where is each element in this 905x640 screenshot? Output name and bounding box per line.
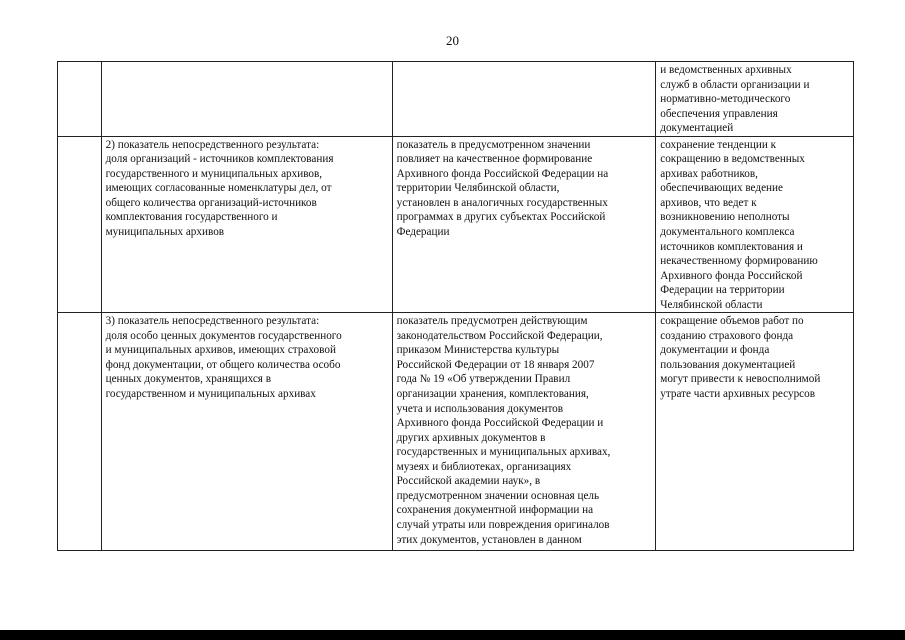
text-line: сокращению в ведомственных — [660, 153, 805, 166]
scan-edge-bar — [0, 630, 905, 640]
text-line: документального комплекса — [660, 226, 795, 239]
text-line: 3) показатель непосредственного результата: — [105, 315, 320, 328]
text-line: предусмотренном значении основная цель — [396, 489, 600, 502]
text-line: Федерации на территории — [660, 284, 785, 297]
row-number-cell — [58, 62, 102, 137]
text-line: других архивных документов в — [396, 431, 546, 444]
text-line: и ведомственных архивных — [660, 64, 792, 76]
text-line: организации хранения, комплектования, — [396, 388, 589, 401]
text-line: служб в области организации и — [660, 78, 810, 91]
row-number-cell — [58, 313, 102, 551]
page-number: 20 — [446, 33, 459, 48]
text-line: архивов, что ведет к — [660, 196, 757, 209]
text-line: доля организаций - источников комплектования — [105, 153, 334, 166]
text-line: архивах работников, — [660, 167, 758, 180]
text-line: музеях и библиотеках, организациях — [396, 460, 572, 473]
indicator-cell — [101, 313, 392, 551]
text-line: повлияет на качественное формирование — [396, 153, 593, 166]
text-line: ценных документов, хранящихся в — [105, 373, 272, 386]
text-line: этих документов, установлен в данном — [396, 533, 582, 546]
text-line: территории Челябинской области, — [396, 182, 560, 195]
text-line: государственном и муниципальных архивах — [105, 388, 316, 401]
table-row — [58, 62, 854, 137]
text-line: Архивного фонда Российской — [660, 269, 803, 282]
text-line: Челябинской области — [660, 298, 763, 311]
text-line: пользования документацией — [660, 358, 796, 371]
text-line: фонд документации, от общего количества особо — [105, 358, 341, 371]
program-indicators-table — [57, 61, 854, 551]
row-number-cell — [58, 136, 102, 313]
text-line: обеспечения управления — [660, 107, 778, 120]
text-line: установлен в аналогичных государственных — [396, 196, 608, 209]
text-line: программах в других субъектах Российской — [396, 211, 606, 224]
text-line: и муниципальных архивов, имеющих страховой — [105, 344, 336, 357]
text-line: муниципальных архивов — [105, 226, 225, 239]
text-line: обеспечивающих ведение — [660, 182, 783, 195]
text-line: общего количества организаций-источников — [105, 196, 317, 209]
text-line: Федерации — [396, 226, 450, 239]
text-line: документацией — [660, 122, 734, 135]
text-line: утрате части архивных ресурсов — [660, 388, 816, 401]
text-line: приказом Министерства культуры — [396, 344, 560, 357]
risks-cell — [656, 62, 854, 137]
text-line: некачественному формированию — [660, 255, 818, 268]
indicator-cell — [101, 136, 392, 313]
table-row — [58, 313, 854, 551]
justification-cell — [392, 62, 656, 137]
text-line: государственных и муниципальных архивах, — [396, 446, 611, 459]
text-line: документации и фонда — [660, 344, 770, 357]
text-line: года № 19 «Об утверждении Правил — [396, 373, 571, 386]
text-line: доля особо ценных документов государственного — [105, 329, 342, 342]
text-line: случай утраты или повреждения оригиналов — [396, 518, 610, 531]
table-row — [58, 136, 854, 313]
text-line: Российской академии наук», в — [396, 475, 541, 488]
text-line: созданию страхового фонда — [660, 329, 794, 342]
text-line: могут привести к невосполнимой — [660, 373, 821, 386]
justification-cell — [392, 136, 656, 313]
text-line: имеющих согласованные номенклатуры дел, от — [105, 182, 332, 195]
text-line: возникновению неполноты — [660, 211, 790, 224]
text-line: сокращение объемов работ по — [660, 315, 804, 328]
text-line: 2) показатель непосредственного результата: — [105, 138, 320, 151]
risks-cell — [656, 136, 854, 313]
justification-cell — [392, 313, 656, 551]
text-line: Архивного фонда Российской Федерации и — [396, 417, 604, 430]
text-line: государственного и муниципальных архивов, — [105, 167, 323, 180]
text-line: показатель в предусмотренном значении — [396, 138, 591, 151]
text-line: комплектования государственного и — [105, 211, 278, 224]
text-line: законодательством Российской Федерации, — [396, 329, 603, 342]
text-line: сохранение тенденции к — [660, 138, 777, 151]
text-line: сохранения документной информации на — [396, 504, 594, 517]
text-line: учета и использования документов — [396, 402, 564, 415]
text-line: Российской Федерации от 18 января 2007 — [396, 358, 595, 371]
indicator-cell — [101, 62, 392, 137]
text-line: источников комплектования и — [660, 240, 803, 253]
text-line: нормативно-методического — [660, 93, 791, 106]
risks-cell — [656, 313, 854, 551]
text-line: Архивного фонда Российской Федерации на — [396, 167, 609, 180]
text-line: показатель предусмотрен действующим — [396, 315, 588, 328]
